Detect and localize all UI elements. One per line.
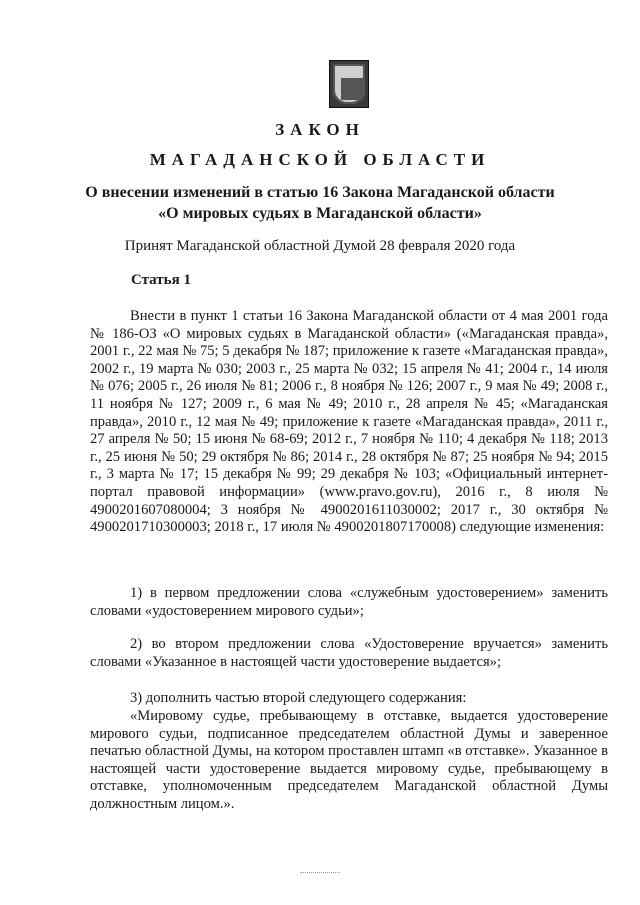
amendment-item-3-quote: «Мировому судье, пребывающему в отставке, выдается удостоверение мирового судьи, подписанное председателем областной Думы и заверенное печатью областной Думы, на котором проставлен штамп «в отставке». Указанное в настоящей части удостоверение выдается мировому судье, пребывающему в отставке, уполномоченным председателем Магаданской областной Думы должностным лицом.».	[90, 708, 608, 812]
amendment-item-2: 2) во втором предложении слова «Удостоверение вручается» заменить словами «Указанное в настоящей части удостоверение выдается»;	[90, 636, 608, 670]
amendment-item-3: 3) дополнить частью второй следующего содержания:	[130, 690, 467, 706]
page-footer-mark	[300, 872, 340, 873]
emblem-shield	[333, 64, 365, 104]
law-title: ЗАКОН	[275, 120, 365, 139]
main-paragraph: Внести в пункт 1 статьи 16 Закона Магаданской области от 4 мая 2001 года № 186-ОЗ «О мировых судьях в Магаданской области» («Магаданская правда», 2001 г., 22 мая № 75; 5 декабря № 187; приложение к газете «Магаданская правда», 2002 г., 19 марта № 030; 2003 г., 25 марта № 032; 15 апреля № 41; 2004 г., 14 июля № 076; 2005 г., 26 июля № 81; 2006 г., 8 ноября № 126; 2007 г., 9 мая № 49; 2008 г., 11 ноября № 127; 2009 г., 6 мая № 49; 2010 г., 28 апреля № 45; «Магаданская правда», 2010 г., 12 мая № 49; приложение к газете «Магаданская правда», 2011 г., 27 апреля № 50; 15 июня № 68-69; 2012 г., 7 ноября № 110; 4 декабря № 118; 2013 г., 25 июня № 50; 29 октября № 86; 2014 г., 28 октября № 87; 25 ноября № 94; 2015 г., 3 марта № 17; 15 декабря № 99; 29 декабря № 103; «Официальный интернет-портал правовой информации» (www.pravo.gov.ru), 2016 г., 8 июля № 4900201607080004; 3 ноября № 4900201611030002; 2017 г., 30 октября № 4900201710300003; 2018 г., 17 июля № 4900201807170008) следующие изменения:	[90, 308, 608, 536]
subtitle-line-2: «О мировых судьях в Магаданской области»	[158, 205, 482, 222]
region-title: МАГАДАНСКОЙ ОБЛАСТИ	[149, 150, 491, 169]
emblem-mark	[341, 78, 363, 100]
article-heading: Статья 1	[131, 272, 191, 288]
coat-of-arms-emblem-icon	[329, 60, 369, 108]
adoption-note: Принят Магаданской областной Думой 28 февраля 2020 года	[124, 238, 516, 254]
amendment-item-1: 1) в первом предложении слова «служебным удостоверением» заменить словами «удостоверением мирового судьи»;	[90, 585, 608, 619]
subtitle-line-1: О внесении изменений в статью 16 Закона Магаданской области	[85, 184, 555, 201]
law-subtitle	[0, 182, 640, 224]
